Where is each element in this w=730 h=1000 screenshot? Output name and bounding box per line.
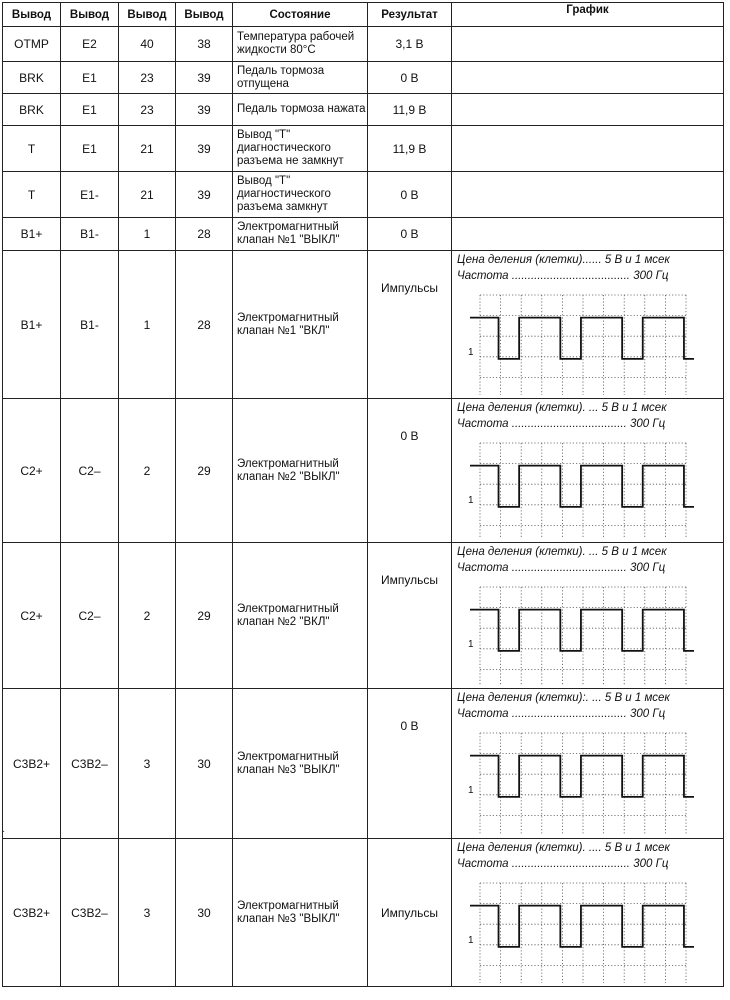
condition-cell: Вывод "Т" диагностического разъема замкнут	[233, 172, 368, 218]
scale-caption: Цена деления (клетки). .... 5 В и 1 мсек	[457, 842, 670, 854]
pin-3: 23	[119, 94, 176, 126]
oscilloscope-graph	[452, 871, 722, 983]
condition-cell: Вывод "Т" диагностического разъема не замкнут	[233, 126, 368, 172]
pin-2: E1	[61, 94, 119, 126]
header-pin-2: Вывод	[61, 3, 119, 27]
result-cell: 0 В	[368, 689, 452, 839]
pin-4: 39	[176, 172, 233, 218]
pin-4: 29	[176, 543, 233, 689]
oscilloscope-graph	[452, 283, 722, 395]
result-cell: 11,9 В	[368, 126, 452, 172]
pin-3: 21	[119, 126, 176, 172]
oscilloscope-graph	[452, 721, 722, 835]
pin-4: 30	[176, 689, 233, 839]
result-cell: 0 В	[368, 218, 452, 251]
ground-marker: 1	[468, 784, 474, 796]
pin-4: 38	[176, 27, 233, 62]
table-row	[3, 126, 724, 172]
table-row	[3, 543, 724, 689]
result-cell: Импульсы	[368, 839, 452, 987]
frequency-caption: Частота .................................... 300 Гц	[457, 708, 666, 720]
pin-4: 29	[176, 399, 233, 543]
condition-cell: Электромагнитный клапан №2 "ВЫКЛ"	[233, 399, 368, 543]
graph-cell	[452, 689, 724, 839]
pin-1: C3B2+	[3, 839, 61, 987]
pin-2: E1-	[61, 172, 119, 218]
pin-1: BRK	[3, 62, 61, 94]
pin-1: C2+	[3, 543, 61, 689]
graph-cell	[452, 62, 724, 94]
square-wave-trace	[470, 318, 694, 359]
pin-2: E1	[61, 126, 119, 172]
graph-cell	[452, 543, 724, 689]
ground-marker: 1	[468, 346, 474, 358]
frequency-caption: Частота ..................................... 300 Гц	[457, 858, 669, 870]
pin-3: 21	[119, 172, 176, 218]
pin-2: C3B2–	[61, 839, 119, 987]
result-cell: 0 В	[368, 62, 452, 94]
scale-caption: Цена деления (клетки):. ... 5 В и 1 мсек	[457, 692, 670, 704]
result-cell: 0 В	[368, 172, 452, 218]
pin-3: 1	[119, 251, 176, 399]
header-pin-3: Вывод	[119, 3, 176, 27]
pinout-table	[2, 2, 724, 987]
header-result: Результат	[368, 3, 452, 27]
graph-cell	[452, 126, 724, 172]
pin-4: 39	[176, 62, 233, 94]
scale-caption: Цена деления (клетки). ... 5 В и 1 мсек	[457, 546, 667, 558]
graph-cell	[452, 251, 724, 399]
pin-1: C2+	[3, 399, 61, 543]
condition-cell: Педаль тормоза отпущена	[233, 62, 368, 94]
result-cell: 3,1 В	[368, 27, 452, 62]
condition-cell: Электромагнитный клапан №3 "ВЫКЛ"	[233, 689, 368, 839]
header-graph: График	[452, 3, 724, 27]
condition-cell: Электромагнитный клапан №3 "ВЫКЛ"	[233, 839, 368, 987]
pin-3: 2	[119, 543, 176, 689]
pin-4: 30	[176, 839, 233, 987]
result-cell: Импульсы	[368, 543, 452, 689]
ground-marker: 1	[468, 494, 474, 506]
stray-mark: ·	[2, 826, 6, 837]
result-cell: 0 В	[368, 399, 452, 543]
scale-caption: Цена деления (клетки)...... 5 В и 1 мсек	[457, 254, 670, 266]
frequency-caption: Частота ..................................... 300 Гц	[457, 270, 669, 282]
header-pin-4: Вывод	[176, 3, 233, 27]
table-row	[3, 218, 724, 251]
square-wave-trace	[470, 466, 694, 507]
pin-1: T	[3, 126, 61, 172]
table-row	[3, 172, 724, 218]
frequency-caption: Частота .................................... 300 Гц	[457, 562, 666, 574]
table-row	[3, 251, 724, 399]
graph-cell	[452, 839, 724, 987]
pin-3: 2	[119, 399, 176, 543]
condition-cell: Электромагнитный клапан №2 "ВКЛ"	[233, 543, 368, 689]
condition-cell: Педаль тормоза нажата	[233, 94, 368, 126]
graph-cell	[452, 218, 724, 251]
condition-cell: Температура рабочей жидкости 80°С	[233, 27, 368, 62]
graph-cell	[452, 94, 724, 126]
condition-cell: Электромагнитный клапан №1 "ВЫКЛ"	[233, 218, 368, 251]
pin-2: B1-	[61, 251, 119, 399]
pin-1: C3B2+	[3, 689, 61, 839]
pin-3: 40	[119, 27, 176, 62]
graph-cell	[452, 172, 724, 218]
result-cell: Импульсы	[368, 251, 452, 399]
table-row	[3, 399, 724, 543]
pin-1: B1+	[3, 218, 61, 251]
pin-2: E2	[61, 27, 119, 62]
pin-2: E1	[61, 62, 119, 94]
square-wave-trace	[470, 906, 694, 947]
pin-3: 1	[119, 218, 176, 251]
header-pin-1: Вывод	[3, 3, 61, 27]
pin-1: BRK	[3, 94, 61, 126]
pin-3: 3	[119, 689, 176, 839]
ground-marker: 1	[468, 638, 474, 650]
oscilloscope-graph	[452, 431, 722, 539]
pin-3: 3	[119, 839, 176, 987]
pin-4: 28	[176, 251, 233, 399]
pin-1: B1+	[3, 251, 61, 399]
pin-2: C2–	[61, 399, 119, 543]
table-row	[3, 94, 724, 126]
frequency-caption: Частота .................................... 300 Гц	[457, 418, 666, 430]
table-row	[3, 62, 724, 94]
table-row	[3, 839, 724, 987]
scale-caption: Цена деления (клетки). ... 5 В и 1 мсек	[457, 402, 667, 414]
pin-4: 39	[176, 126, 233, 172]
pin-1: OTMP	[3, 27, 61, 62]
condition-cell: Электромагнитный клапан №1 "ВКЛ"	[233, 251, 368, 399]
oscilloscope-graph	[452, 575, 722, 685]
square-wave-trace	[470, 610, 694, 651]
pin-1: T	[3, 172, 61, 218]
result-cell: 11,9 В	[368, 94, 452, 126]
pin-2: B1-	[61, 218, 119, 251]
pin-2: C3B2–	[61, 689, 119, 839]
header-row	[3, 3, 724, 27]
ground-marker: 1	[468, 934, 474, 946]
pin-4: 28	[176, 218, 233, 251]
table-row	[3, 27, 724, 62]
pin-4: 39	[176, 94, 233, 126]
graph-cell	[452, 27, 724, 62]
pin-2: C2–	[61, 543, 119, 689]
graph-cell	[452, 399, 724, 543]
header-condition: Состояние	[233, 3, 368, 27]
pin-3: 23	[119, 62, 176, 94]
square-wave-trace	[470, 756, 694, 797]
table-row	[3, 689, 724, 839]
